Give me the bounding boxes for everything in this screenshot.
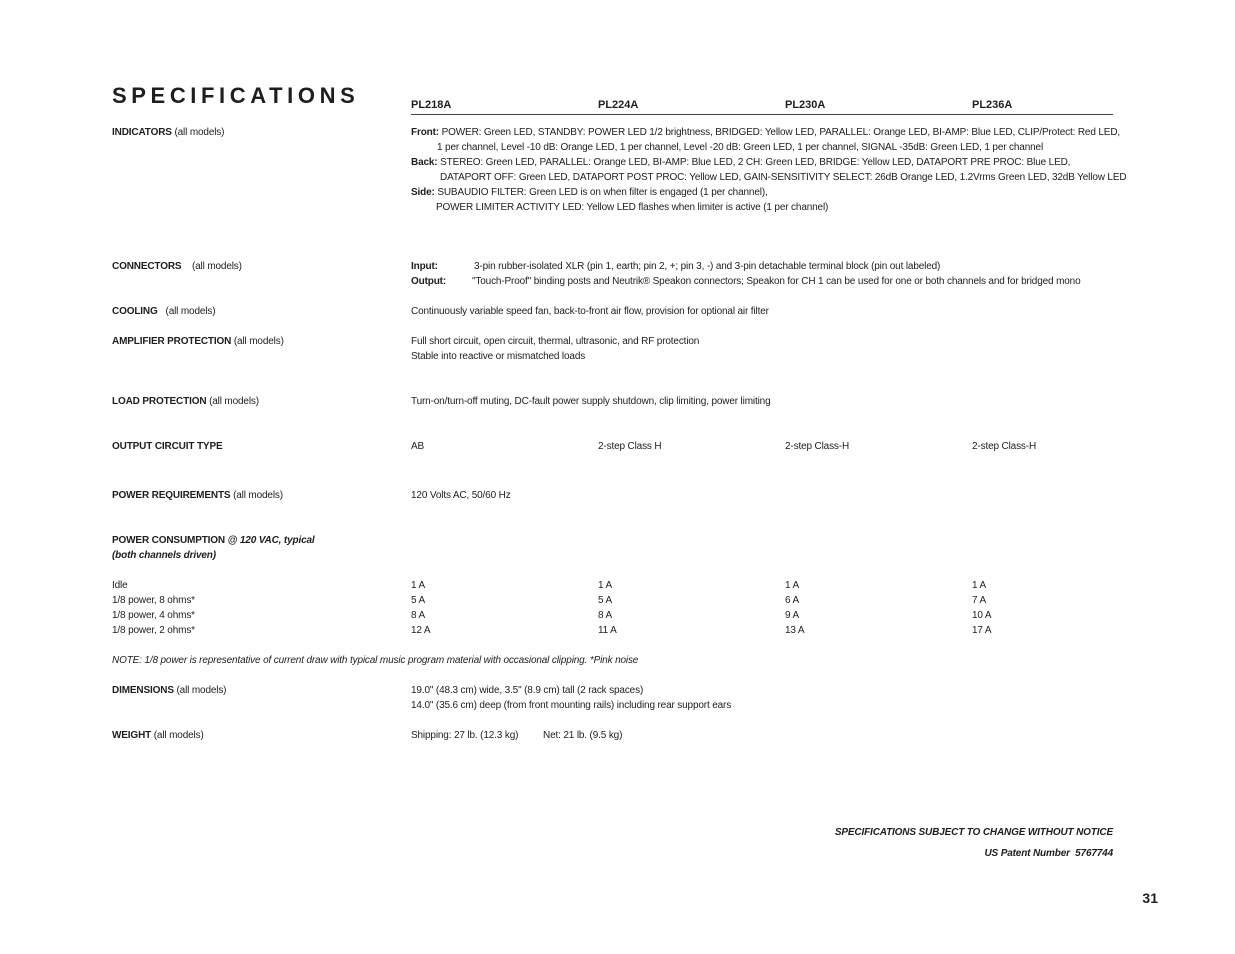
dimensions-label: DIMENSIONS (all models) (112, 685, 227, 696)
power-consumption-note: NOTE: 1/8 power is representative of current draw with typical music program material with occasional clipping. *Pink noise (112, 655, 639, 666)
page-number: 31 (1142, 890, 1158, 906)
header-rule (411, 114, 1113, 115)
weight-label: WEIGHT (all models) (112, 730, 204, 741)
consumption-cell: 1 A (785, 580, 800, 591)
consumption-row-label: 1/8 power, 2 ohms* (112, 625, 195, 636)
cooling-value: Continuously variable speed fan, back-to-front air flow, provision for optional air filter (411, 306, 769, 317)
consumption-row-label: 1/8 power, 8 ohms* (112, 595, 195, 606)
consumption-cell: 13 A (785, 625, 805, 636)
consumption-cell: 7 A (972, 595, 987, 606)
model-header-3: PL230A (785, 99, 826, 111)
indicators-front-cont: 1 per channel, Level -10 dB: Orange LED, 1 per channel, Level -20 dB: Green LED, 1 per channel, SIGNAL -35dB: Green LED, 1 per channel (437, 142, 1044, 153)
cooling-label: COOLING (all models) (112, 306, 216, 317)
indicators-side-cont: POWER LIMITER ACTIVITY LED: Yellow LED flashes when limiter is active (1 per channel) (436, 202, 829, 213)
model-header-1: PL218A (411, 99, 452, 111)
power-requirements-label: POWER REQUIREMENTS (all models) (112, 490, 283, 501)
connectors-output-key: Output: (411, 276, 447, 287)
connectors-input-key: Input: (411, 261, 438, 272)
output-circuit-value-2: 2-step Class H (598, 441, 662, 452)
indicators-side: Side: SUBAUDIO FILTER: Green LED is on when filter is engaged (1 per channel), (411, 187, 768, 198)
page-title: SPECIFICATIONS (112, 83, 360, 108)
model-header-4: PL236A (972, 99, 1013, 111)
dimensions-line-1: 19.0" (48.3 cm) wide, 3.5" (8.9 cm) tall (2 rack spaces) (411, 685, 644, 696)
consumption-row-label: 1/8 power, 4 ohms* (112, 610, 195, 621)
indicators-label: INDICATORS (all models) (112, 127, 225, 138)
consumption-cell: 8 A (411, 610, 426, 621)
amp-protection-line-1: Full short circuit, open circuit, thermal, ultrasonic, and RF protection (411, 336, 700, 347)
weight-shipping: Shipping: 27 lb. (12.3 kg) (411, 730, 519, 741)
power-consumption-label: POWER CONSUMPTION @ 120 VAC, typical (112, 535, 315, 546)
amp-protection-line-2: Stable into reactive or mismatched loads (411, 351, 586, 362)
consumption-cell: 1 A (598, 580, 613, 591)
output-circuit-value-3: 2-step Class-H (785, 441, 850, 452)
indicators-front: Front: POWER: Green LED, STANDBY: POWER LED 1/2 brightness, BRIDGED: Yellow LED, PARALLEL: Orange LED, BI-AMP: Blue LED, CLIP/Protect: Red LED, (411, 127, 1121, 138)
consumption-cell: 9 A (785, 610, 800, 621)
footer-patent: US Patent Number 5767744 (984, 848, 1113, 859)
indicators-back: Back: STEREO: Green LED, PARALLEL: Orange LED, BI-AMP: Blue LED, 2 CH: Green LED, BRIDGE: Yellow LED, DATAPORT PRE PROC: Blue LED, (411, 157, 1071, 168)
amp-protection-label: AMPLIFIER PROTECTION (all models) (112, 336, 284, 347)
consumption-cell: 5 A (598, 595, 613, 606)
power-requirements-value: 120 Volts AC, 50/60 Hz (411, 490, 511, 501)
consumption-cell: 11 A (598, 625, 617, 636)
output-circuit-label: OUTPUT CIRCUIT TYPE (112, 441, 223, 452)
connectors-output-value: "Touch-Proof" binding posts and Neutrik® Speakon connectors; Speakon for CH 1 can be used for one or both channels and for bridged mono (472, 276, 1081, 287)
weight-net: Net: 21 lb. (9.5 kg) (543, 730, 623, 741)
load-protection-value: Turn-on/turn-off muting, DC-fault power supply shutdown, clip limiting, power limiting (411, 396, 771, 407)
consumption-cell: 12 A (411, 625, 431, 636)
load-protection-label: LOAD PROTECTION (all models) (112, 396, 259, 407)
dimensions-line-2: 14.0" (35.6 cm) deep (from front mounting rails) including rear support ears (411, 700, 732, 711)
connectors-label: CONNECTORS (all models) (112, 261, 242, 272)
consumption-cell: 1 A (411, 580, 426, 591)
consumption-cell: 6 A (785, 595, 800, 606)
connectors-input-value: 3-pin rubber-isolated XLR (pin 1, earth; pin 2, +; pin 3, -) and 3-pin detachable terminal block (pin out labeled) (474, 261, 941, 272)
power-consumption-label-line-2: (both channels driven) (112, 550, 216, 561)
consumption-cell: 17 A (972, 625, 992, 636)
output-circuit-value-4: 2-step Class-H (972, 441, 1037, 452)
consumption-cell: 8 A (598, 610, 613, 621)
footer-notice: SPECIFICATIONS SUBJECT TO CHANGE WITHOUT NOTICE (834, 827, 1113, 838)
indicators-back-cont: DATAPORT OFF: Green LED, DATAPORT POST PROC: Yellow LED, GAIN-SENSITIVITY SELECT: 26dB Orange LED, 1.2Vrms Green LED, 32dB Yellow LED (440, 172, 1127, 183)
model-header-2: PL224A (598, 99, 639, 111)
consumption-cell: 10 A (972, 610, 992, 621)
output-circuit-value-1: AB (411, 441, 425, 452)
consumption-row-label: Idle (112, 580, 128, 591)
consumption-cell: 1 A (972, 580, 987, 591)
consumption-cell: 5 A (411, 595, 426, 606)
